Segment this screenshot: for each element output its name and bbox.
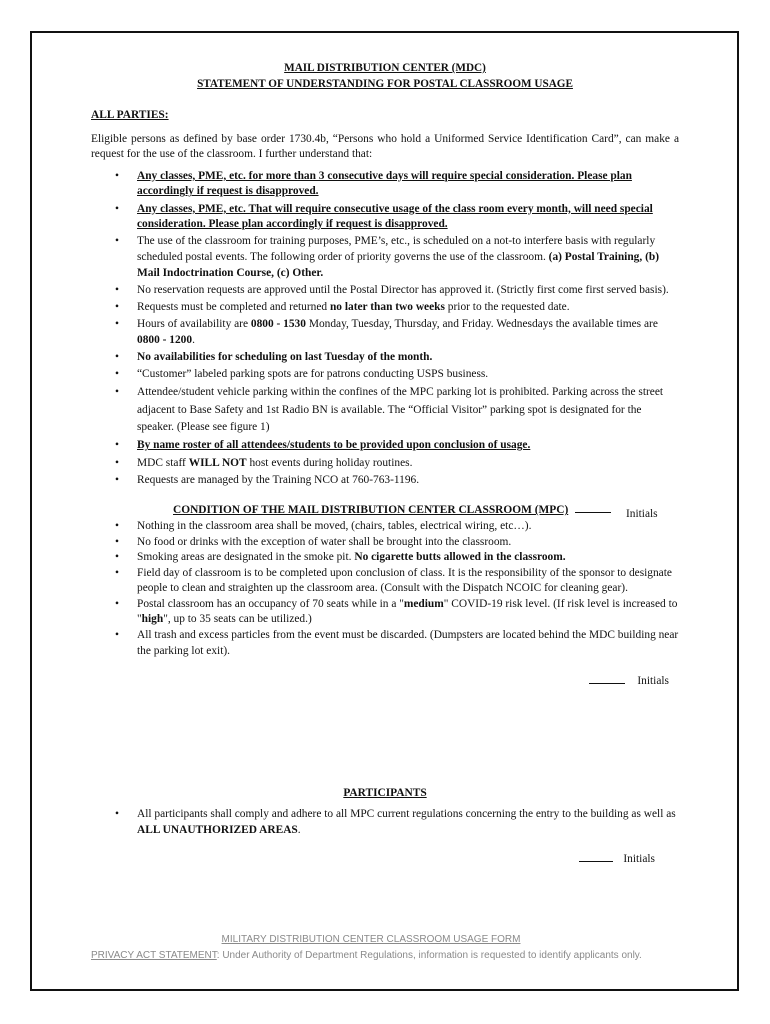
all-parties-list [91, 169, 679, 489]
document-title-line1: MAIL DISTRIBUTION CENTER (MDC) [284, 62, 486, 74]
list-item: • Field day of classroom is to be completed upon conclusion of class. It is the responsibility of the sponsor to designate people to clean and straighten up the classroom area. (Consult with the Dispatch NCOIC for cleaning gear). [137, 566, 679, 597]
participants-heading: PARTICIPANTS [343, 786, 427, 799]
list-item: • Attendee/student vehicle parking within the confines of the MPC parking lot is prohibited. Parking across the street adjacent to Base Safety and 1st Radio BN is available. The “Official Visitor” parking spot is designated for the speaker. (Please see figure 1) [137, 384, 679, 437]
document-title-line2: STATEMENT OF UNDERSTANDING FOR POSTAL CLASSROOM USAGE [197, 78, 573, 90]
list-item: • Any classes, PME, etc. That will require consecutive usage of the class room every month, will need special consideration. Please plan accordingly if request is disapproved. [137, 202, 679, 233]
list-item: • Requests are managed by the Training NCO at 760-763-1196. [137, 473, 679, 489]
list-item: • No food or drinks with the exception of water shall be brought into the classroom. [137, 535, 679, 551]
list-item: • All trash and excess particles from the event must be discarded. (Dumpsters are located behind the MDC building near the parking lot exit). [137, 628, 679, 659]
initials-blank[interactable] [575, 502, 611, 513]
initials-blank[interactable] [579, 851, 613, 862]
initials-label: Initials [637, 675, 669, 688]
condition-heading-row [91, 502, 679, 519]
list-item: • Requests must be completed and returned no later than two weeks prior to the requested date. [137, 300, 679, 316]
initials-label: Initials [625, 508, 658, 521]
condition-initials-row [91, 673, 679, 690]
document-body [91, 60, 679, 867]
list-item: • By name roster of all attendees/students to be provided upon conclusion of usage. [137, 438, 679, 454]
privacy-statement [91, 948, 691, 964]
condition-heading: CONDITION OF THE MAIL DISTRIBUTION CENTER CLASSROOM (MPC) [173, 504, 569, 517]
list-item: • All participants shall comply and adhere to all MPC current regulations concerning the entry to the building as well as ALL UNAUTHORIZED AREAS. [137, 807, 679, 838]
participants-initials-row [91, 851, 679, 868]
condition-list [91, 519, 679, 659]
all-parties-heading: ALL PARTIES: [91, 109, 169, 121]
list-item: • The use of the classroom for training purposes, PME’s, etc., is scheduled on a not-to interfere basis with regularly scheduled postal events. The following order of priority governs the use of the classroom. (a) Postal Training, (b) Mail Indoctrination Course, (c) Other. [137, 234, 679, 281]
list-item: • Smoking areas are designated in the smoke pit. No cigarette butts allowed in the classroom. [137, 550, 679, 566]
list-item: • No reservation requests are approved until the Postal Director has approved it. (Strictly first come first served basis). [137, 283, 679, 299]
initials-blank[interactable] [589, 673, 625, 684]
privacy-label: PRIVACY ACT STATEMENT [91, 950, 217, 961]
footer [91, 932, 691, 964]
list-item: • Any classes, PME, etc. for more than 3 consecutive days will require special consideration. Please plan accordingly if request is disapproved. [137, 169, 679, 200]
list-item: • Hours of availability are 0800 - 1530 Monday, Tuesday, Thursday, and Friday. Wednesdays the available times are 0800 - 1200. [137, 317, 679, 348]
list-item: • Nothing in the classroom area shall be moved, (chairs, tables, electrical wiring, etc…). [137, 519, 679, 535]
list-item: • No availabilities for scheduling on last Tuesday of the month. [137, 350, 679, 366]
all-parties-intro: Eligible persons as defined by base order 1730.4b, “Persons who hold a Uniformed Service Identification Card”, can make a request for the use of the classroom. I further understand that: [91, 132, 679, 161]
initials-label: Initials [623, 852, 655, 865]
form-title: MILITARY DISTRIBUTION CENTER CLASSROOM USAGE FORM [221, 934, 521, 945]
participants-list [91, 807, 679, 838]
privacy-text: : Under Authority of Department Regulations, information is requested to identify applicants only. [216, 950, 642, 961]
list-item: • Postal classroom has an occupancy of 70 seats while in a "medium" COVID-19 risk level. (If risk level is increased to "high", up to 35 seats can be utilized.) [137, 597, 679, 628]
list-item: • MDC staff WILL NOT host events during holiday routines. [137, 456, 679, 472]
list-item: • “Customer” labeled parking spots are for patrons conducting USPS business. [137, 367, 679, 383]
